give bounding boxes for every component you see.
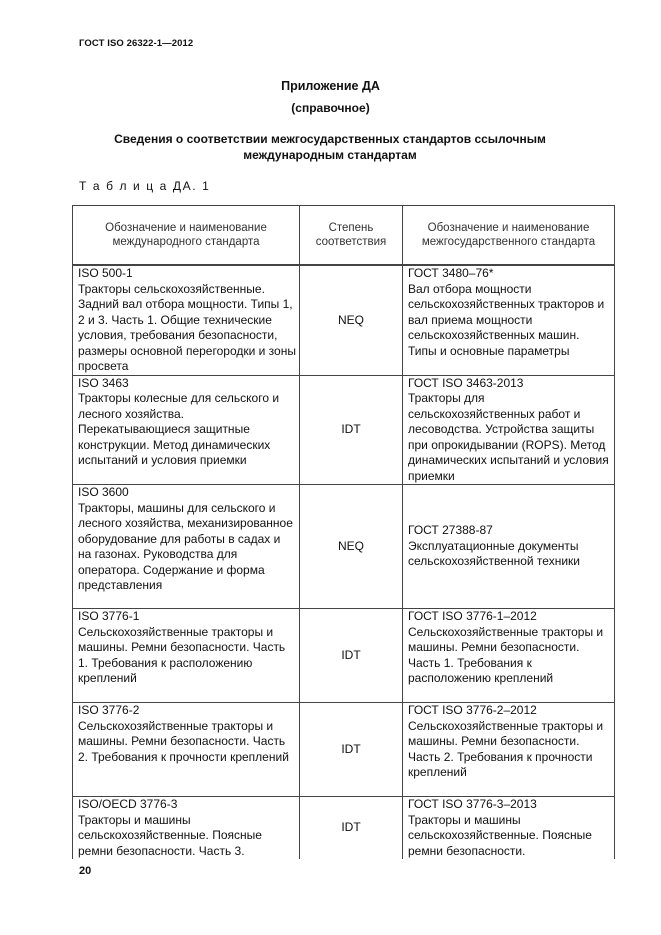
interstate-standard-cell: ГОСТ ISO 3776-3–2013 Тракторы и машины сельскохозяйственные. Поясные ремни безопасности. <box>403 797 615 860</box>
table-row <box>73 703 615 797</box>
table-row <box>73 797 615 860</box>
interstate-standard-cell: ГОСТ 3480–76* Вал отбора мощности сельскохозяйственных тракторов и вал приема мощности сельскохозяйственных машин. Типы и основные параметры <box>403 265 615 375</box>
standards-table <box>72 205 615 859</box>
section-heading: Сведения о соответствии межгосударственных стандартов ссылочным международным стандартам <box>114 132 546 162</box>
degree-cell: IDT <box>300 797 403 860</box>
international-standard-cell: ISO 500-1 Тракторы сельскохозяйственные. Задний вал отбора мощности. Типы 1, 2 и 3. Часть 1. Общие технические условия, требования безопасности, размеры основной перегородки и зоны просвета <box>73 265 300 375</box>
degree-cell: NEQ <box>300 485 403 609</box>
column-header-international: Обозначение и наименование международного стандарта <box>73 206 300 266</box>
table-row <box>73 609 615 703</box>
appendix-subtitle: (справочное) <box>291 101 370 115</box>
table-label: Т а б л и ц а ДА. 1 <box>79 179 211 193</box>
table-row <box>73 265 615 375</box>
table-row <box>73 485 615 609</box>
interstate-standard-cell: ГОСТ ISO 3776-1–2012 Сельскохозяйственные тракторы и машины. Ремни безопасности. Часть 1. Требования к расположению креплений <box>403 609 615 703</box>
degree-cell: NEQ <box>300 265 403 375</box>
document-code: ГОСТ ISO 26322-1—2012 <box>79 38 194 49</box>
interstate-standard-cell: ГОСТ 27388-87 Эксплуатационные документы сельскохозяйственной техники <box>403 485 615 609</box>
table-header-row <box>73 206 615 266</box>
table-row <box>73 375 615 485</box>
international-standard-cell: ISO 3776-2 Сельскохозяйственные тракторы и машины. Ремни безопасности. Часть 2. Требования к прочности креплений <box>73 703 300 797</box>
international-standard-cell: ISO 3600 Тракторы, машины для сельского и лесного хозяйства, механизированное оборудование для работы в садах и на газонах. Руководства для оператора. Содержание и форма представления <box>73 485 300 609</box>
appendix-title: Приложение ДА <box>281 79 380 93</box>
international-standard-cell: ISO 3776-1 Сельскохозяйственные тракторы и машины. Ремни безопасности. Часть 1. Требования к расположению креплений <box>73 609 300 703</box>
column-header-interstate: Обозначение и наименование межгосударственного стандарта <box>403 206 615 266</box>
page-number: 20 <box>79 865 92 877</box>
degree-cell: IDT <box>300 703 403 797</box>
international-standard-cell: ISO 3463 Тракторы колесные для сельского и лесного хозяйства. Перекатывающиеся защитные конструкции. Метод динамических испытаний и условия приемки <box>73 375 300 485</box>
international-standard-cell: ISO/OECD 3776-3 Тракторы и машины сельскохозяйственные. Поясные ремни безопасности. Часть 3. <box>73 797 300 860</box>
interstate-standard-cell: ГОСТ ISO 3463-2013 Тракторы для сельскохозяйственных работ и лесоводства. Устройства защиты при опрокидывании (ROPS). Метод динамических испытаний и условия приемки <box>403 375 615 485</box>
degree-cell: IDT <box>300 375 403 485</box>
degree-cell: IDT <box>300 609 403 703</box>
column-header-degree: Степень соответствия <box>300 206 403 266</box>
interstate-standard-cell: ГОСТ ISO 3776-2–2012 Сельскохозяйственные тракторы и машины. Ремни безопасности. Часть 2. Требования к прочности креплений <box>403 703 615 797</box>
